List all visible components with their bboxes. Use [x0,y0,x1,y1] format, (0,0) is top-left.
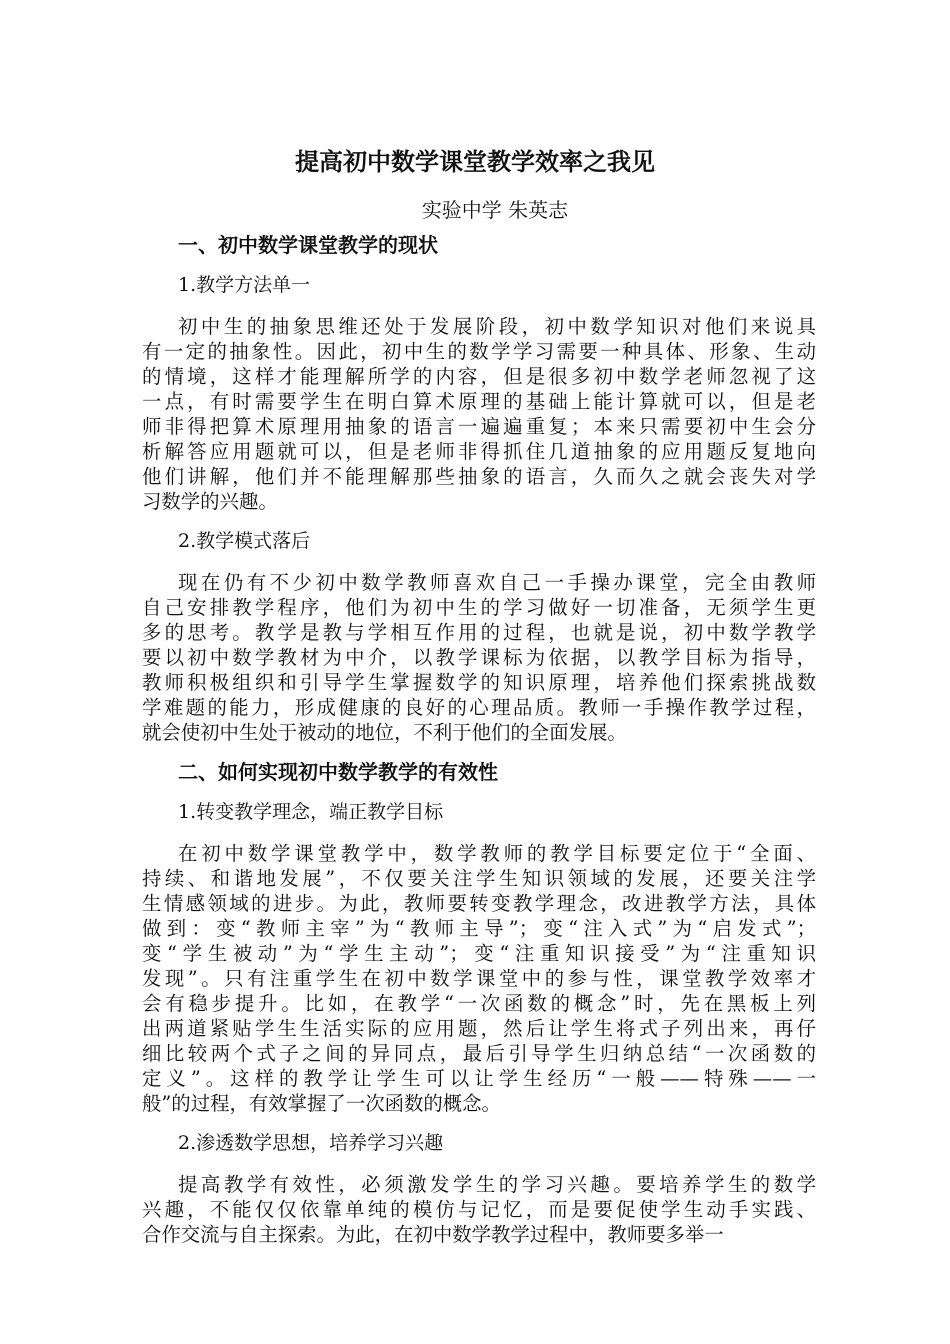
paragraph-line: 的情境，这样才能理解所学的内容，但是很多初中数学老师忽视了这 [142,365,816,388]
paragraph-line: 多的思考。教学是教与学相互作用的过程，也就是说，初中数学教学 [142,621,816,644]
paragraph-line: 现在仍有不少初中数学教师喜欢自己一手操办课堂，完全由教师 [178,571,816,594]
paragraph-line: 一点，有时需要学生在明白算术原理的基础上能计算就可以，但是老 [142,390,816,413]
subsection-heading: 2.渗透数学思想，培养学习兴趣 [178,1132,444,1154]
section-heading: 二、如何实现初中数学教学的有效性 [178,760,498,784]
paragraph [142,1172,816,1247]
paragraph-line: 教师积极组织和引导学生掌握数学的知识原理，培养他们探索挑战数 [142,671,816,694]
paragraph-line: 自己安排教学程序，他们为初中生的学习做好一切准备，无须学生更 [142,596,816,619]
paragraph [142,841,816,1116]
section-heading: 一、初中数学课堂教学的现状 [178,233,438,257]
paragraph-line: 初中生的抽象思维还处于发展阶段，初中数学知识对他们来说具 [178,315,816,338]
author-line: 实验中学 朱英志 [421,198,569,222]
paragraph-line: 他们讲解，他们并不能理解那些抽象的语言，久而久之就会丧失对学 [142,465,816,488]
paragraph-line: 析解答应用题就可以，但是老师非得抓住几道抽象的应用题反复地向 [142,440,816,463]
subsection-heading: 1.教学方法单一 [178,274,311,296]
paragraph-line: 在初中数学课堂教学中，数学教师的教学目标要定位于“全面、 [178,842,816,865]
paragraph-line: 发现”。只有注重学生在初中数学课堂中的参与性，课堂教学效率才 [142,967,816,990]
document-body [142,232,816,1261]
paragraph-line: 学难题的能力，形成健康的良好的心理品质。教师一手操作教学过程， [142,696,816,719]
paragraph-line: 持续、和谐地发展”，不仅要关注学生知识领域的发展，还要关注学 [142,867,816,890]
paragraph-line: 变“学生被动”为“学生主动”；变“注重知识接受”为“注重知识 [142,942,816,965]
paragraph-line: 合作交流与自主探索。为此，在初中数学教学过程中，教师要多举一 [142,1223,724,1246]
paragraph-line: 细比较两个式子之间的异同点，最后引导学生归纳总结“一次函数的 [142,1042,816,1065]
paragraph-line: 提高教学有效性，必须激发学生的学习兴趣。要培养学生的数学 [178,1173,816,1196]
document-title: 提高初中数学课堂教学效率之我见 [295,147,655,176]
paragraph-line: 般”的过程，有效掌握了一次函数的概念。 [142,1092,501,1115]
paragraph-line: 生情感领域的进步。为此，教师要转变教学理念，改进教学方法，具体 [142,892,816,915]
subsection-heading: 2.教学模式落后 [178,530,311,552]
paragraph [142,570,816,745]
paragraph-line: 就会使初中生处于被动的地位，不利于他们的全面发展。 [142,721,627,744]
paragraph-line: 师非得把算术原理用抽象的语言一遍遍重复；本来只需要初中生会分 [142,415,816,438]
paragraph-line: 要以初中数学教材为中介，以教学课标为依据，以教学目标为指导， [142,646,816,669]
paragraph-line: 会有稳步提升。比如，在教学“一次函数的概念”时，先在黑板上列 [142,992,816,1015]
paragraph-line: 有一定的抽象性。因此，初中生的数学学习需要一种具体、形象、生动 [142,340,816,363]
paragraph-line: 定义”。这样的教学让学生可以让学生经历“一般——特殊——一 [142,1067,816,1090]
paragraph-line: 习数学的兴趣。 [142,490,278,513]
paragraph-line: 出两道紧贴学生生活实际的应用题，然后让学生将式子列出来，再仔 [142,1017,816,1040]
paragraph-line: 兴趣，不能仅仅依靠单纯的模仿与记忆，而是要促使学生动手实践、 [142,1198,816,1221]
subsection-heading: 1.转变教学理念，端正教学目标 [178,801,444,823]
paragraph [142,314,816,514]
paragraph-line: 做到：变“教师主宰”为“教师主导”；变“注入式”为“启发式”； [142,917,816,940]
